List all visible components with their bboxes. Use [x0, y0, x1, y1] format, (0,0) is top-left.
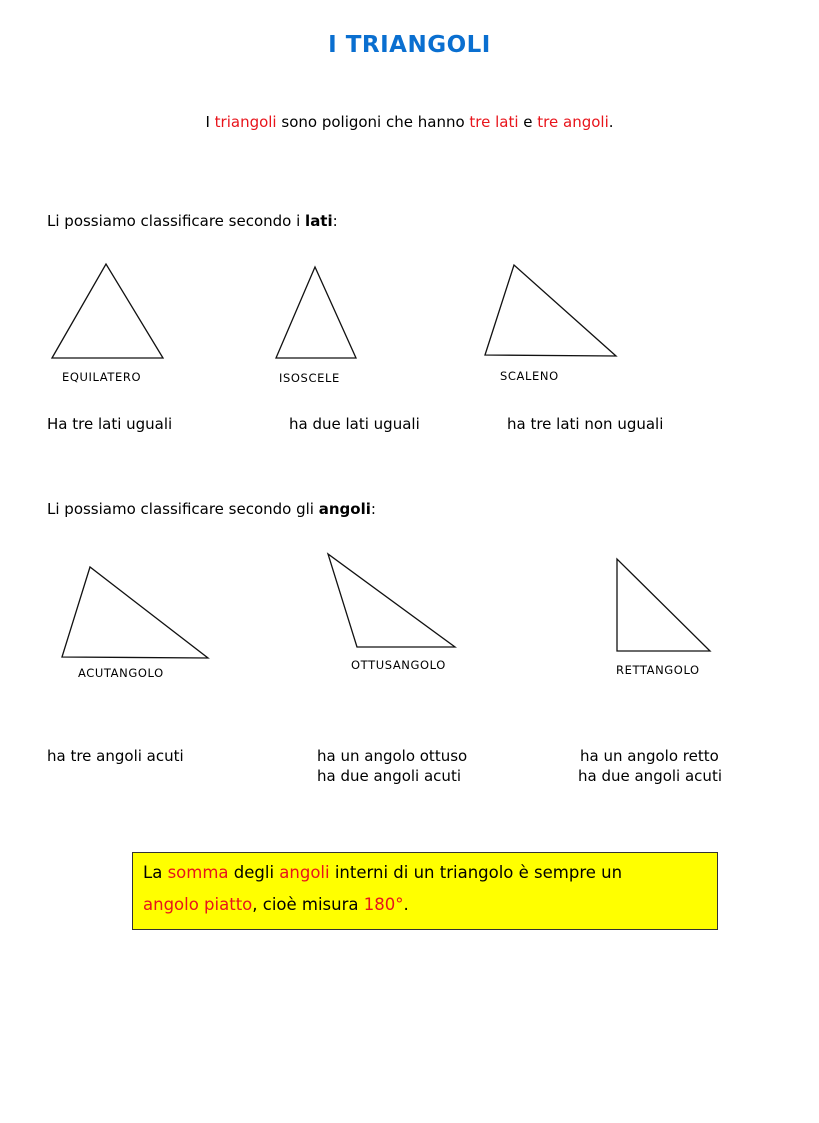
page-title: I TRIANGOLI [328, 32, 491, 58]
intro-text: I [205, 113, 215, 131]
note-text: La [143, 863, 168, 882]
intro-text: sono poligoni che hanno [276, 113, 470, 131]
sides-heading-bold: lati [305, 212, 333, 230]
note-highlight-angoli: angoli [279, 863, 330, 882]
acute-triangle [62, 567, 208, 658]
angles-heading-bold: angoli [318, 500, 371, 518]
equilateral-triangle [52, 264, 163, 358]
isosceles-triangle [276, 267, 356, 358]
acutangolo-label: ACUTANGOLO [78, 666, 164, 680]
rettangolo-line1: ha un angolo retto [580, 747, 719, 765]
angles-heading-text: Li possiamo classificare secondo gli [47, 500, 319, 518]
note-text: . [403, 895, 409, 914]
intro-text: e [518, 113, 538, 131]
angles-heading-colon: : [370, 500, 376, 518]
rettangolo-line2: ha due angoli acuti [578, 767, 722, 785]
note-line-2 [143, 889, 707, 921]
scaleno-label: SCALENO [500, 369, 559, 383]
ottusangolo-line1: ha un angolo ottuso [317, 747, 468, 765]
ottusangolo-label: OTTUSANGOLO [351, 658, 446, 672]
ottusangolo-line2: ha due angoli acuti [317, 767, 461, 785]
note-text: interni di un triangolo è sempre un [329, 863, 623, 882]
rettangolo-label: RETTANGOLO [616, 663, 700, 677]
note-line-1 [143, 857, 707, 889]
note-text: degli [228, 863, 280, 882]
scaleno-description: ha tre lati non uguali [507, 415, 664, 433]
intro-text: . [608, 113, 614, 131]
equilatero-label: EQUILATERO [62, 370, 142, 384]
scalene-triangle [485, 265, 616, 356]
right-triangle [617, 559, 710, 651]
sides-heading-colon: : [332, 212, 338, 230]
note-highlight-180: 180° [363, 895, 404, 914]
sides-heading-text: Li possiamo classificare secondo i [47, 212, 306, 230]
equilatero-description: Ha tre lati uguali [47, 415, 173, 433]
note-highlight-angolo-piatto: angolo piatto [143, 895, 253, 914]
angles-heading [47, 500, 376, 518]
acutangolo-line1: ha tre angoli acuti [47, 747, 184, 765]
note-text: , cioè misura [252, 895, 364, 914]
angle-sum-note [132, 852, 718, 930]
intro-highlight-tre-lati: tre lati [469, 113, 519, 131]
note-highlight-somma: somma [167, 863, 229, 882]
intro-highlight-tre-angoli: tre angoli [537, 113, 609, 131]
isoscele-description: ha due lati uguali [289, 415, 420, 433]
isoscele-label: ISOSCELE [279, 371, 340, 385]
obtuse-triangle [328, 554, 455, 647]
intro-highlight-triangoli: triangoli [214, 113, 277, 131]
